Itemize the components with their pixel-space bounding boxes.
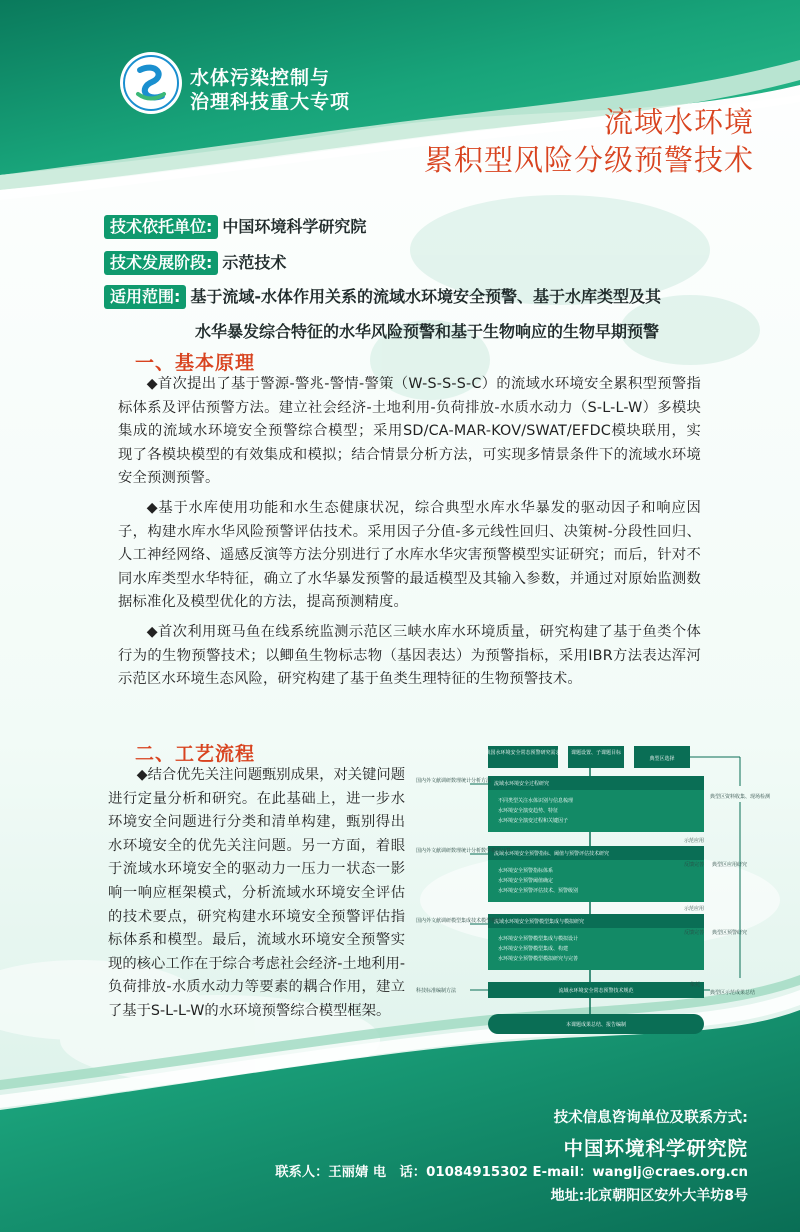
info-scope-row (104, 285, 661, 309)
flow-right-label-4: 反馈完善 (684, 862, 705, 868)
info-unit-label: 技术依托单位: (104, 215, 218, 239)
flow-top-box-1-text: 我国水环境安全常态预警研究需求 (485, 750, 561, 756)
info-stage-row (104, 251, 286, 275)
flow-stage-2-title: 流域水环境安全预警指标、阈值与预警评估技术研究 (494, 851, 610, 857)
info-scope-line2: 水华暴发综合特征的水华风险预警和基于生物响应的生物早期预警 (195, 322, 660, 341)
flow-left-label-3: 国内外文献调研模型集成技术模型模拟 (416, 918, 502, 924)
flow-right-label-7: 反馈完善 (684, 930, 705, 936)
program-logo (118, 50, 184, 116)
flow-stage-1-title: 流域水环境安全过程研究 (494, 781, 550, 787)
program-name-line2: 治理科技重大专项 (190, 91, 351, 113)
info-stage-value: 示范技术 (222, 253, 287, 272)
flow-right-label-5: 示范应用 (684, 906, 705, 912)
section2-paragraph: ◆结合优先关注问题甄别成果，对关键问题进行定量分析和研究。在此基础上，进一步水环境安全问题进行分类和清单构建，甄别得出水环境安全的优先关注问题。另一方面，着眼于流域水环境安全的驱动力一压力一状态一影响一响应框架模式，分析流域水环境安全评估的技术要点，研究构建水环境安全预警评估指标体系和模型。最后，流域水环境安全预警实现的核心工作在于综合考虑社会经济-土地利用-负荷排放-水质水动力等要素的耦合作用，建立了基于S-L-L-W的水环境预警综合模型框架。 (108, 767, 405, 1019)
flow-top-box-1 (485, 746, 560, 768)
flow-top-box-2-text: 课题设置、子课题目标 (570, 750, 622, 756)
poster-title-line2: 累积型风险分级预警技术 (423, 143, 754, 177)
info-unit-value: 中国环境科学研究院 (222, 217, 367, 236)
section1-paragraph-2: ◆基于水库使用功能和水生态健康状况，综合典型水库水华暴发的驱动因子和响应因子，构建水库水华风险预警评估技术。采用因子分值-多元线性回归、决策树-分段性回归、人工神经网络、遥感反演等方法分别进行了水库水华灾害预警模型实证研究；而后，针对不同水库类型水华特征，确立了水华暴发预警的最适模型及其输入参数，并通过对原始监测数据标准化及模型优化的方法，提高预测精度。 (118, 499, 701, 611)
section2-heading: 二、工艺流程 (135, 743, 256, 765)
program-name-line1: 水体污染控制与 (190, 67, 331, 89)
flow-top-box-2 (568, 746, 624, 768)
flow-guide-box-text: 流域水环境安全常态预警技术规范 (558, 988, 634, 994)
flow-right-label-6: 典型区预警研究 (712, 930, 748, 936)
poster-title (424, 103, 754, 179)
flow-right-label-8: 依托 (690, 982, 701, 988)
flow-right-label-9: 典型区示范成果总结 (710, 990, 756, 996)
flow-stage-2 (488, 846, 704, 902)
flow-stage-2-item-1: 水环境安全预警指标体系 (498, 868, 554, 874)
info-stage-label: 技术发展阶段: (104, 251, 218, 275)
contact-line: 联系人：王丽婧 电 话：01084915302 E-mail：wanglj@craes.org.cn (275, 1165, 748, 1180)
consult-label: 技术信息咨询单位及联系方式: (553, 1110, 748, 1126)
poster-title-line1: 流域水环境 (603, 105, 754, 139)
address-line: 地址:北京朝阳区安外大羊坊8号 (550, 1188, 748, 1204)
flow-final-box (488, 1014, 704, 1034)
section1-body (118, 373, 701, 692)
flow-stage-3-item-3: 水环境安全预警模型模拟研究与完善 (498, 956, 579, 962)
flow-top-box-3-text: 典型区选择 (649, 756, 675, 762)
flow-stage-2-item-2: 水环境安全预警阈值确定 (498, 878, 554, 884)
flow-top-box-3 (634, 746, 690, 768)
section1-paragraph-1: ◆首次提出了基于警源-警兆-警情-警策（W-S-S-S-C）的流域水环境安全累积型预警指标体系及评估预警方法。建立社会经济-土地利用-负荷排放-水质水动力（S-L-L-W）多模块集成的流域水环境安全预警综合模型；采用SD/CA-MAR-KOV/SWAT/EFDC模块联用，实现了各模块模型的有效集成和模拟；结合情景分析方法，可实现多情景条件下的流域水环境安全预测预警。 (118, 376, 701, 487)
flow-right-label-1: 典型区资料收集、现场检测 (710, 794, 770, 800)
program-name (190, 66, 350, 114)
info-scope-line1: 基于流域-水体作用关系的流域水环境安全预警、基于水库类型及其 (190, 287, 662, 306)
flow-final-box-text: 本课题成果总结、报告编制 (565, 1022, 627, 1028)
flow-stage-1 (488, 776, 704, 832)
flow-left-label-1: 国内外文献调研数理统计分析方法 (416, 778, 492, 784)
flow-right-label-3: 典型区应用研究 (712, 862, 748, 868)
section1-paragraph-3: ◆首次利用斑马鱼在线系统监测示范区三峡水库水环境质量，研究构建了基于鱼类个体行为的生物预警技术；以鲫鱼生物标志物（基因表达）为预警指标，采用IBR方法表达浑河示范区水环境生态风险，研究构建了基于鱼类生理特征的生物预警技术。 (118, 623, 701, 688)
flow-right-label-2: 示范应用 (684, 838, 705, 844)
institute-name: 中国环境科学研究院 (563, 1137, 748, 1160)
info-unit-row (104, 215, 366, 239)
flow-left-label-4: 科技标准编制方法 (416, 988, 457, 994)
flow-stage-1-item-2: 水环境安全演变趋势、特征 (498, 808, 559, 814)
flow-stage-1-item-1: 不同类型关注水体识别与信息梳理 (498, 798, 574, 804)
flow-stage-1-item-3: 水环境安全演变过程和关键因子 (498, 818, 569, 824)
flow-stage-3-title: 流域水环境安全预警模型集成与模拟研究 (494, 919, 585, 925)
flow-stage-3 (488, 914, 704, 970)
flow-stage-3-item-1: 水环境安全预警模型集成与模拟设计 (498, 936, 579, 942)
info-scope-label: 适用范围: (104, 285, 186, 309)
flow-stage-3-item-2: 水环境安全预警模型集成、构建 (498, 946, 569, 952)
section1-heading: 一、基本原理 (135, 352, 256, 374)
flow-left-label-2: 国内外文献调研数理统计分析数学模型计算 (416, 848, 512, 854)
flow-guide-box (488, 982, 704, 998)
process-flowchart (410, 742, 770, 1042)
flow-stage-2-item-3: 水环境安全预警评估技术、预警级别 (498, 888, 579, 894)
